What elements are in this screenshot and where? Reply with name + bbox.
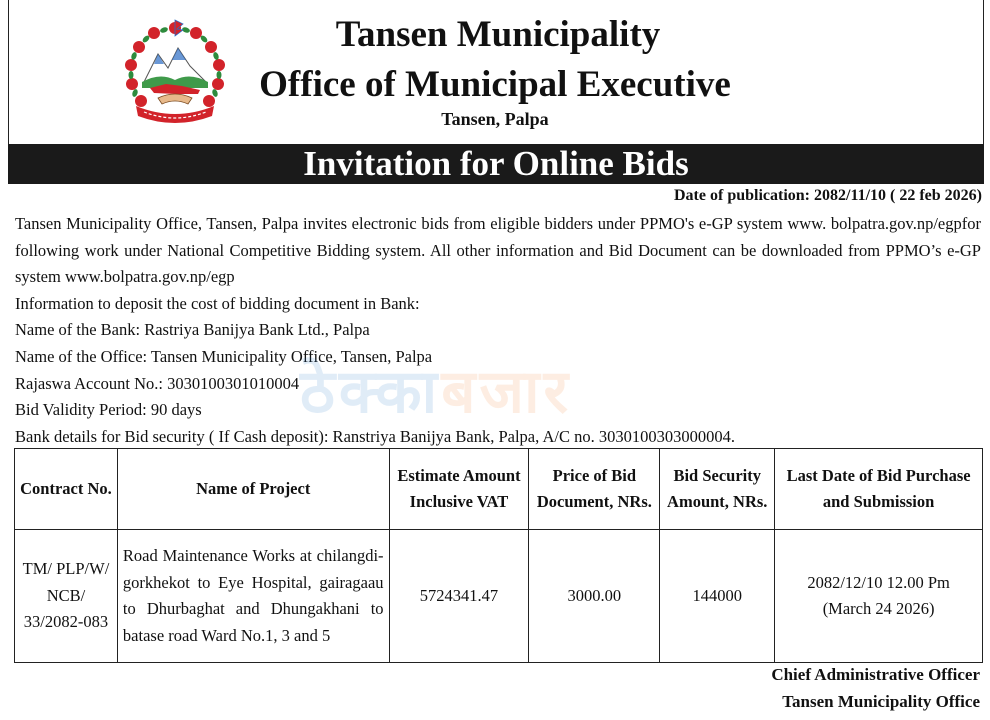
publication-date: Date of publication: 2082/11/10 ( 22 feb 2026) xyxy=(674,187,982,204)
cell-document-price: 3000.00 xyxy=(529,530,660,663)
intro-paragraph: Tansen Municipality Office, Tansen, Palpa invites electronic bids from eligible bidders under PPMO's e-GP system www. bolpatra.gov.np/egpfor following work under National Competitive Bidding system. All other information and Bid Document can be downloaded from PPMO’s e-GP system www.bolpatra.gov.np/egp xyxy=(15,214,981,287)
signature-block xyxy=(771,661,980,715)
header-bid-security: Bid Security Amount, NRs. xyxy=(660,449,775,530)
header-estimate-amount: Estimate Amount Inclusive VAT xyxy=(389,449,529,530)
municipality-title: Tansen Municipality xyxy=(335,14,661,55)
signatory-office: Tansen Municipality Office xyxy=(782,692,980,711)
account-number-line: Rajaswa Account No.: 3030100301010004 xyxy=(15,373,300,393)
watermark-part-1: ठेक्का xyxy=(300,359,442,425)
header-project-name: Name of Project xyxy=(117,449,389,530)
bids-table xyxy=(14,448,983,663)
bank-name-line: Name of the Bank: Rastriya Banijya Bank Ltd., Palpa xyxy=(15,320,370,340)
notice-body xyxy=(15,211,981,450)
last-date-bs: 2082/12/10 12.00 Pm xyxy=(807,572,950,592)
cell-estimate-amount: 5724341.47 xyxy=(389,530,529,663)
bid-validity-line: Bid Validity Period: 90 days xyxy=(15,400,202,420)
signatory-title: Chief Administrative Officer xyxy=(771,665,980,684)
location-subtitle: Tansen, Palpa xyxy=(441,109,549,129)
bid-security-line: Bank details for Bid security ( If Cash deposit): Ranstriya Banijya Bank, Palpa, A/C no. 3030100303000004. xyxy=(15,426,735,446)
deposit-info-line: Information to deposit the cost of bidding document in Bank: xyxy=(15,293,420,313)
table-header-row xyxy=(15,449,983,530)
office-name-line: Name of the Office: Tansen Municipality Office, Tansen, Palpa xyxy=(15,346,433,366)
header-last-date: Last Date of Bid Purchase and Submission xyxy=(775,449,983,530)
office-title: Office of Municipal Executive xyxy=(259,64,731,105)
header-document-price: Price of Bid Document, NRs. xyxy=(529,449,660,530)
header-contract-no: Contract No. xyxy=(15,449,118,530)
cell-bid-security: 144000 xyxy=(660,530,775,663)
cell-contract-no: TM/ PLP/W/ NCB/ 33/2082-083 xyxy=(15,530,118,663)
table-row xyxy=(15,530,983,663)
cell-project-name: Road Maintenance Works at chilangdi-gorkhekot to Eye Hospital, gairagaau to Dhurbaghat and Dhungakhani to batase road Ward No.1, 3 and 5 xyxy=(117,530,389,663)
last-date-ad: (March 24 2026) xyxy=(822,599,935,618)
cell-last-date xyxy=(775,530,983,663)
notice-banner: Invitation for Online Bids xyxy=(8,144,984,184)
watermark-part-2: बजार xyxy=(441,359,573,425)
